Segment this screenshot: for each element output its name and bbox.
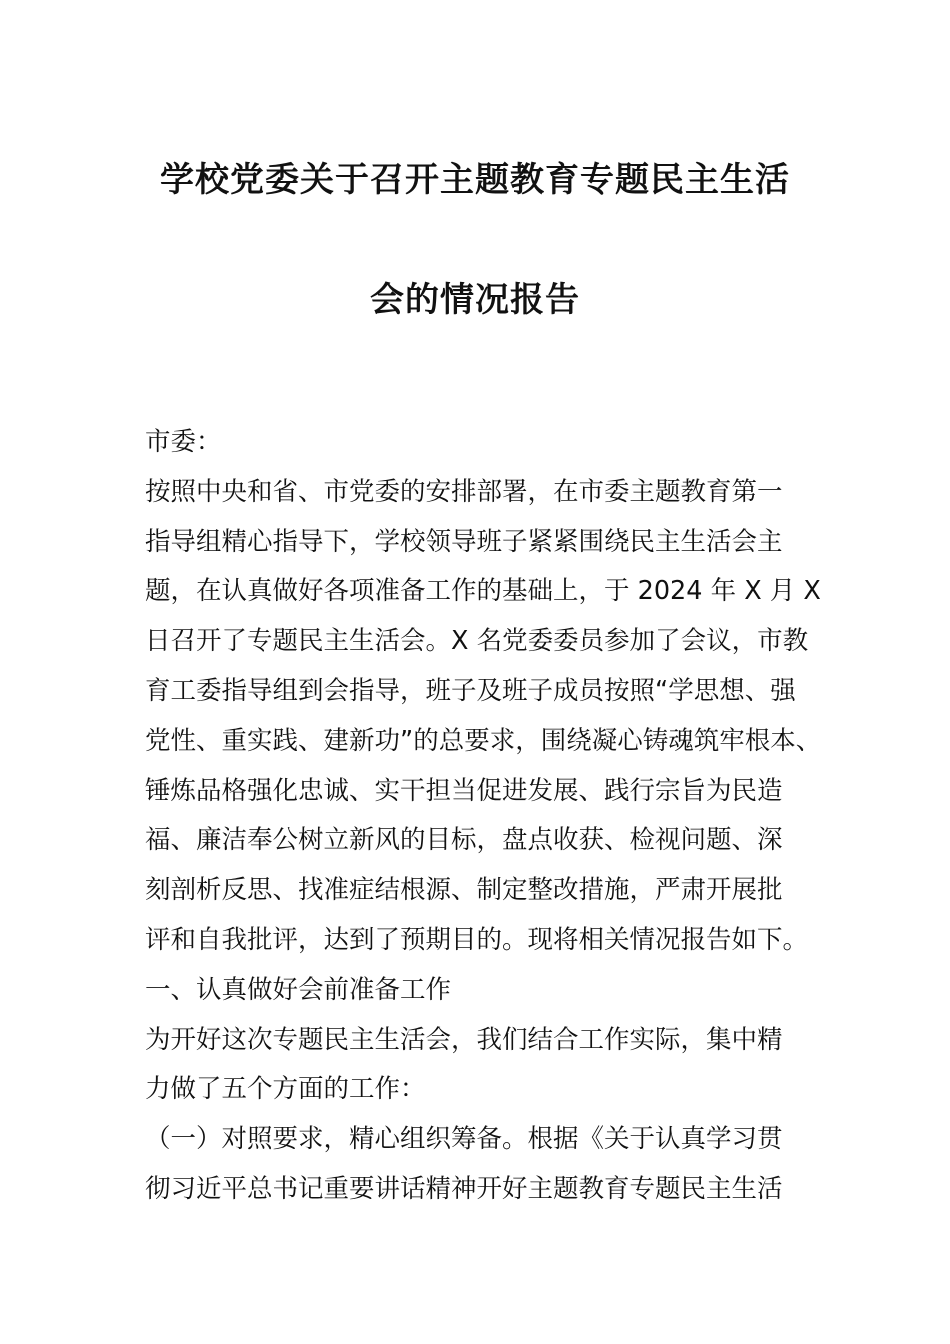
paragraph-line: 党性、重实践、建新功”的总要求，围绕凝心铸魂筑牢根本、: [145, 725, 822, 756]
paragraph-line: 福、廉洁奉公树立新风的目标，盘点收获、检视问题、深: [145, 825, 783, 856]
salutation: 市委：: [145, 427, 222, 457]
paragraph-line: 题，在认真做好各项准备工作的基础上，于 2024 年 X 月 X: [145, 576, 821, 607]
paragraph-line: 评和自我批评，达到了预期目的。现将相关情况报告如下。: [145, 924, 809, 955]
paragraph-line: 力做了五个方面的工作：: [145, 1074, 426, 1105]
document-title-line-1: 学校党委关于召开主题教育专题民主生活: [160, 160, 790, 200]
document-body: [145, 418, 825, 1215]
paragraph-line: 日召开了专题民主生活会。X 名党委委员参加了会议，市教: [145, 626, 809, 657]
paragraph-line: （一）对照要求，精心组织筹备。根据《关于认真学习贯: [145, 1124, 783, 1155]
paragraph-line: 为开好这次专题民主生活会，我们结合工作实际，集中精: [145, 1024, 783, 1055]
section-heading: 一、认真做好会前准备工作: [145, 974, 452, 1005]
paragraph-line: 刻剖析反思、找准症结根源、制定整改措施，严肃开展批: [145, 875, 783, 906]
document-title-line-2: 会的情况报告: [370, 280, 580, 320]
paragraph-line: 指导组精心指导下，学校领导班子紧紧围绕民主生活会主: [145, 526, 783, 557]
paragraph-line: 育工委指导组到会指导，班子及班子成员按照“学思想、强: [145, 675, 796, 706]
paragraph-line: 按照中央和省、市党委的安排部署，在市委主题教育第一: [145, 476, 783, 507]
paragraph-line: 彻习近平总书记重要讲话精神开好主题教育专题民主生活: [145, 1173, 783, 1204]
paragraph-line: 锤炼品格强化忠诚、实干担当促进发展、践行宗旨为民造: [145, 775, 783, 806]
